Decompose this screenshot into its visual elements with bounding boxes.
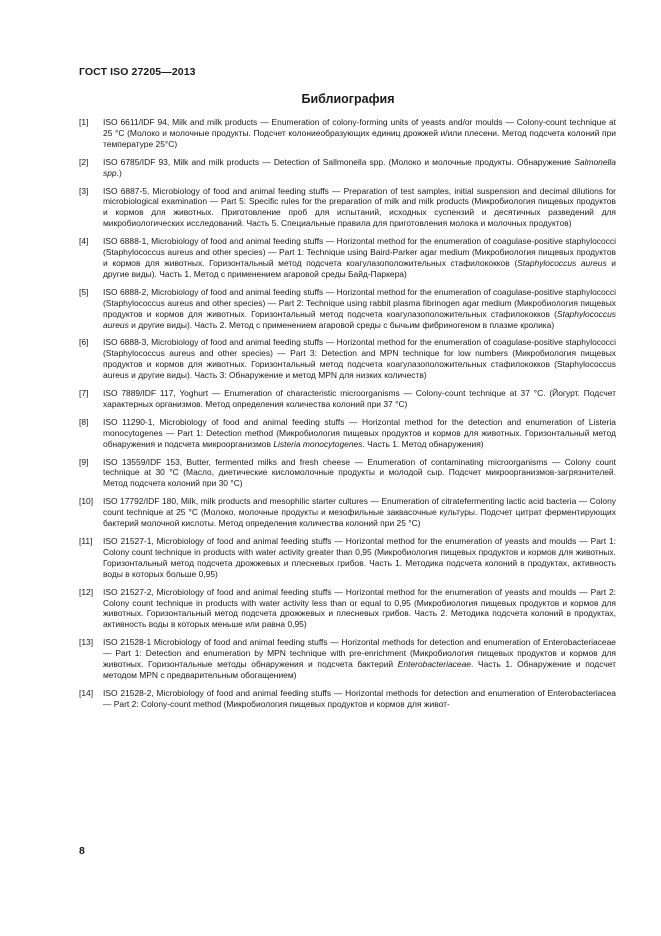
reference-item [79,236,616,280]
reference-text-segment: ISO 13559/IDF 153, Butter, fermented milks and fresh cheese — Enumeration of contaminating microorganisms — Colony count technique at 30 °C (Масло, диетические кисломолочные продукты и молодой сыр. Подсчет микроорганизмов-загрязнителей. Метод подсчета колоний при 30 °С) [103,456,616,489]
reference-text-segment: ISO 21528-1 Microbiology of food and animal feeding stuffs — Horizontal methods for detection and enumeration of Enterobacteriaceae — Part 1: Detection and enumeration by MPN technique with pre-enrichment (Микробиология пищевых продуктов и кормов для животных. Горизонтальные методы обнаружения и подсчета бактерий [103,637,616,670]
reference-text-segment: ISO 21527-2, Microbiology of food and animal feeding stuffs — Horizontal method for the enumeration of yeasts and moulds — Part 2: Colony count technique in products with water activity less than or equal to 0,95 (Микробиология пищевых продуктов и кормов для животных. Горизонтальный метод подсчета дрожжевых и плесневых грибов. Часть 2. Методика подсчета колоний в продуктах, активность воды в которых меньше или равна 0,95) [103,586,616,630]
reference-text-italic: Staphylococcus aureus [517,257,607,268]
reference-text-italic: Staphylococcus aureus [103,308,616,330]
reference-item [79,287,616,331]
reference-text [103,587,616,631]
reference-text-segment: ISO 7889/IDF 117, Yoghurt — Enumeration of characteristic microorganisms — Colony-count technique at 37 °C. (Йогурт. Подсчет характерных организмов. Метод определения количества колоний при 37 °С) [103,388,616,409]
reference-number: [2] [79,156,89,167]
reference-number: [6] [79,337,89,348]
reference-text-italic: Listeria monocytogenes [273,438,363,449]
reference-number: [4] [79,236,89,247]
reference-text [103,236,616,280]
reference-text-segment: . Часть 1. Метод обнаружения) [362,438,484,449]
reference-number: [14] [79,687,94,698]
reference-text-segment: ISO 6887-5, Microbiology of food and animal feeding stuffs — Preparation of test samples, initial suspension and decimal dilutions for microbiological examination — Part 5: Specific rules for the preparation of milk and milk products (Микробиология пищевых продуктов и кормов для животных. Приготовление проб для испытаний, исходных суспензий и десятичных разведений для микробиологических исследований. Часть 5. Специальные правила для приготовления молока и молочных продуктов) [103,185,616,229]
reference-text-segment: и другие виды). Часть 2. Метод с применением агаровой среды с бычьим фибриногеном в плазме кролика) [128,319,555,330]
reference-text-italic: Enterobacteriaceae [397,659,471,670]
document-header: ГОСТ ISO 27205—2013 [79,66,196,78]
reference-item [79,637,616,681]
reference-number: [3] [79,185,89,196]
reference-number: [12] [79,586,94,597]
reference-text-segment: ISO 6888-3, Microbiology of food and animal feeding stuffs — Horizontal method for the enumeration of coagulase-positive staphylococci (Staphylococcus aureus and other species) — Part 3: Detection and MPN technique for low numbers (Микробиология пищевых продуктов и кормов для животных. Горизонтальный метод подсчета коагулазоположительных стафилококков (Staphylococcus aureus и другие виды). Часть 3: Обнаружение и метод MPN для низких количеств) [103,337,616,381]
reference-number: [11] [79,536,93,546]
reference-item [79,587,616,631]
reference-text [103,388,616,410]
reference-item [79,337,616,381]
reference-text [103,637,616,681]
reference-text [103,186,616,230]
reference-item [79,117,616,150]
reference-text-segment: ISO 11290-1, Microbiology of food and animal feeding stuffs — Horizontal method for the detection and enumeration of Listeria monocytogenes — Part 1: Detection method (Микробиология пищевых продуктов и кормов для животных. Горизонтальный метод обнаружения и подсчета микроорганизмов [103,416,616,449]
reference-text-segment: ISO 6785/IDF 93, Milk and milk products — Detection of Sallmonella spp. (Молоко и молочные продукты. Обнаружение [103,156,575,167]
reference-text-italic: Salmonella spp. [103,156,616,178]
reference-item [79,688,616,710]
reference-item [79,157,616,179]
reference-number: [10] [79,496,94,507]
reference-text [103,688,616,710]
reference-number: [5] [79,286,89,297]
reference-number: [13] [79,637,94,648]
bibliography-list [79,117,616,717]
reference-text-segment: ) [118,167,122,178]
reference-text-segment: ISO 17792/IDF 180, Milk, milk products and mesophilic starter cultures — Enumeration of citratefermenting lactic acid bacteria — Colony count technique at 25 °C (Молоко, молочные продукты и мезофильные заквасочные культуры. Подсчет цитрат ферментирующих бактерий молочной кислоты. Метод определения количества колоний при 25 °С) [103,496,616,529]
reference-text-segment: ISO 6888-2, Microbiology of food and animal feeding stuffs — Horizontal method for the enumeration of coagulase-positive staphylococci (Staphylococcus aureus and other species) — Part 2: Technique using rabbit plasma fibrinogen agar medium (Микробиология пищевых продуктов и кормов для животных. Горизонтальный метод подсчета коагулазоположительных стафилококков ( [103,286,616,319]
reference-text [103,157,616,179]
reference-number: [7] [79,388,89,399]
reference-text [103,496,616,529]
reference-number: [8] [79,416,89,427]
reference-text [103,536,616,580]
reference-text-segment: ISO 21527-1, Microbiology of food and animal feeding stuffs — Horizontal method for the enumeration of yeasts and moulds — Part 1: Colony count technique in products with water activity greater than 0,95 (Микробиология пищевых продуктов и кормов для животных. Горизонтальный метод подсчета дрожжевых и плесневых грибов. Часть 1. Методика подсчета колоний в продуктах, активность воды в которых больше 0,95) [103,536,616,579]
reference-item [79,417,616,450]
reference-text [103,117,616,150]
reference-item [79,457,616,490]
reference-item [79,536,616,580]
reference-item [79,186,616,230]
reference-text-segment: ISO 21528-2, Microbiology of food and animal feeding stuffs — Horizontal methods for detection and enumeration of Enterobacteriacea — Part 2: Colony-count method (Микробиология пищевых продуктов и кормов для живот- [103,687,616,709]
reference-text-segment: ISO 6888-1, Microbiology of food and animal feeding stuffs — Horizontal method for the enumeration of coagulase-positive staphylococci (Staphylococcus aureus and other species) — Part 1: Technique using Baird-Parker agar medium (Микробиология пищевых продуктов и кормов для животных. Горизонтальный метод подсчета коагулазоположительных стафилококков ( [103,236,616,268]
reference-text-segment: . Часть 1. Обнаружение и подсчет методом MPN с предварительным обогащением) [103,659,616,680]
reference-text [103,337,616,381]
section-title: Библиография [301,92,395,106]
reference-number: [9] [79,456,89,467]
page-number: 8 [79,845,85,857]
reference-text-segment: и другие виды). Часть 1. Метод с применением агаровой среды Байд-Паркера) [103,257,616,279]
reference-text [103,417,616,450]
reference-item [79,388,616,410]
reference-text-segment: ISO 6611/IDF 94, Milk and milk products — Enumeration of colony-forming units of yeasts and/or moulds — Colony-count technique at 25 °C (Молоко и молочные продукты. Подсчет колониеобразующих единиц дрожжей и/или плесени. Метод подсчета колоний при температуре 25°С) [103,117,616,149]
reference-item [79,496,616,529]
reference-text [103,457,616,490]
reference-text [103,287,616,331]
reference-number: [1] [79,117,89,127]
